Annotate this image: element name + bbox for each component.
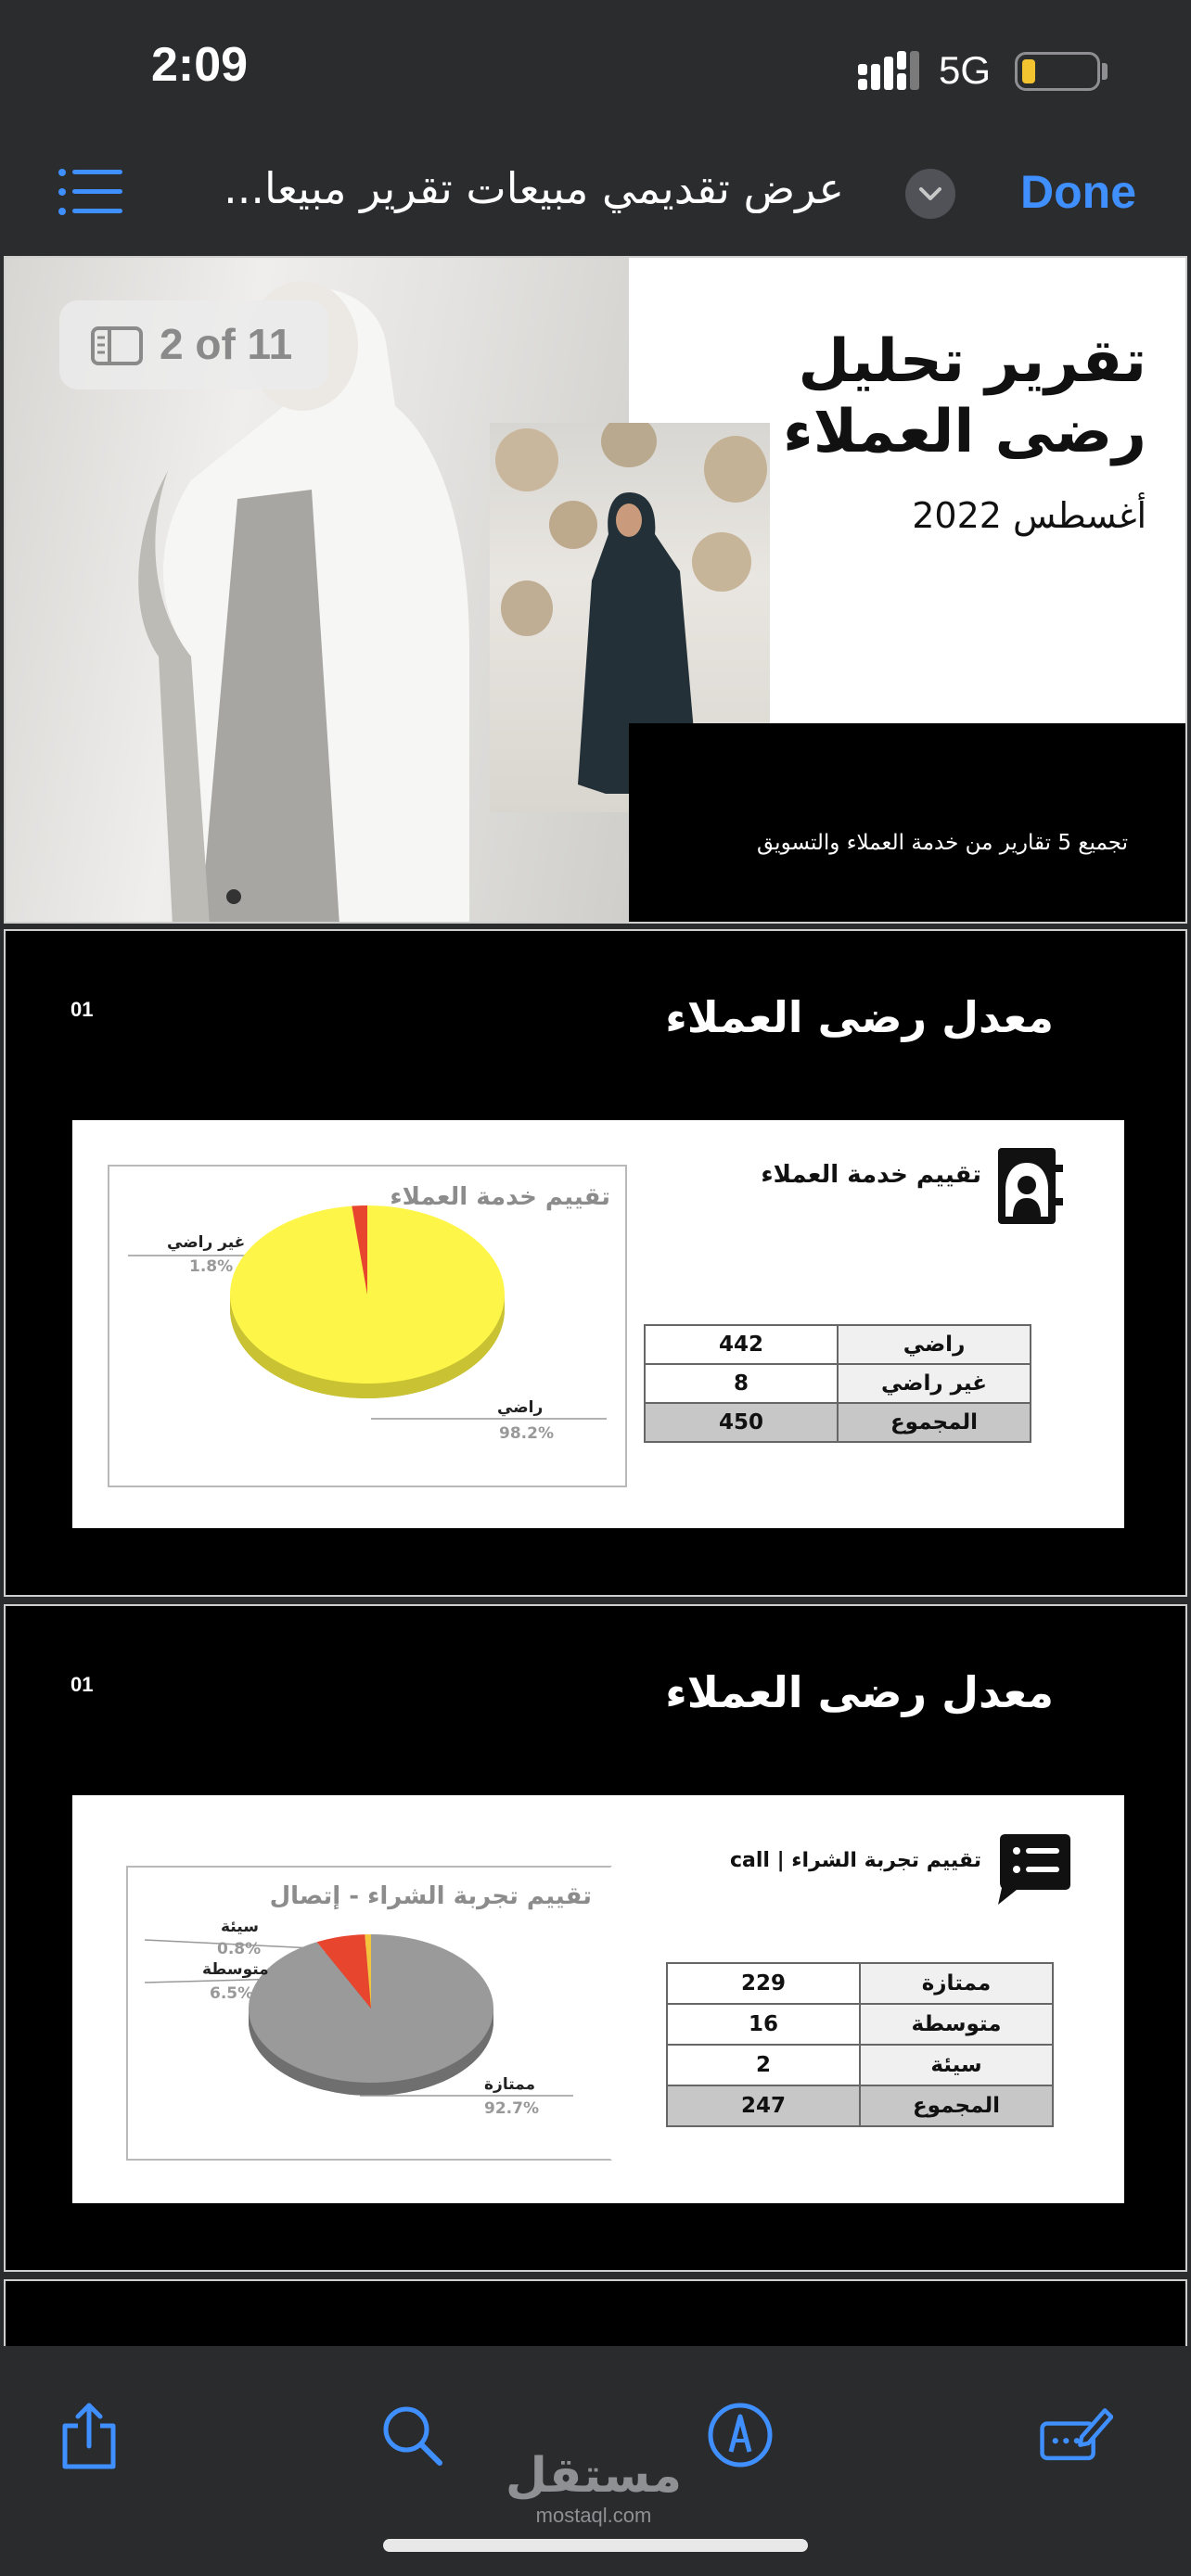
table-value: 16 — [667, 2004, 860, 2045]
table-key: المجموع — [838, 1403, 1031, 1442]
cover-note: تجميع 5 تقارير من خدمة العملاء والتسويق — [756, 831, 1128, 855]
cover-title: تقرير تحليل رضى العملاء — [782, 327, 1146, 466]
slide-number: 01 — [70, 1673, 94, 1696]
title-menu-button[interactable] — [905, 169, 955, 219]
markup-icon[interactable] — [703, 2398, 777, 2472]
slide-heading: معدل رضى العملاء — [665, 992, 1054, 1042]
cover-black-band — [629, 723, 1187, 924]
slide-number: 01 — [70, 998, 94, 1021]
share-icon[interactable] — [52, 2398, 126, 2472]
slide-heading: معدل رضى العملاء — [665, 1667, 1054, 1717]
table-row — [667, 2004, 1053, 2045]
table-row — [667, 1963, 1053, 2004]
status-time: 2:09 — [151, 38, 249, 92]
table-key: ممتازة — [860, 1963, 1053, 2004]
pct-medium: 6.5% — [210, 1984, 254, 2003]
slide-thumbnail-purchase-rating[interactable] — [4, 1604, 1187, 2272]
slide-thumbnail-service-rating[interactable] — [4, 929, 1187, 1597]
annotate-form-icon[interactable] — [1039, 2398, 1113, 2472]
table-key: راضي — [838, 1325, 1031, 1364]
battery-tip — [1102, 63, 1108, 80]
label-unsatisfied: غير راضي — [167, 1233, 246, 1252]
table-value: 450 — [645, 1403, 838, 1442]
label-excellent: ممتازة — [484, 2075, 536, 2094]
table-row-total — [667, 2085, 1053, 2126]
sidebar-icon — [91, 326, 143, 365]
table-value: 8 — [645, 1364, 838, 1403]
pct-satisfied: 98.2% — [499, 1424, 554, 1443]
content-panel — [72, 1795, 1124, 2203]
section-title: تقييم خدمة العملاء — [761, 1161, 981, 1189]
pie-chart-purchase — [126, 1866, 612, 2161]
table-value: 442 — [645, 1325, 838, 1364]
table-row — [645, 1325, 1031, 1364]
battery-icon — [1015, 52, 1100, 91]
home-indicator[interactable] — [383, 2539, 808, 2552]
pct-excellent: 92.7% — [484, 2099, 539, 2118]
pie-chart-svg — [128, 1868, 614, 2162]
search-icon[interactable] — [375, 2398, 449, 2472]
pct-unsatisfied: 1.8% — [189, 1257, 234, 1276]
watermark-arabic: مستقل — [505, 2448, 683, 2504]
watermark-latin: mostaql.com — [535, 2504, 652, 2527]
section-title: تقييم تجربة الشراء | call — [729, 1849, 981, 1872]
table-row — [645, 1364, 1031, 1403]
table-key: المجموع — [860, 2085, 1053, 2126]
chart-title: تقييم تجربة الشراء - إتصال — [269, 1882, 592, 1910]
table-key: متوسطة — [860, 2004, 1053, 2045]
table-value: 2 — [667, 2045, 860, 2085]
network-label: 5G — [939, 48, 992, 92]
pie-chart-service — [108, 1165, 627, 1487]
data-table — [666, 1962, 1054, 2127]
table-row — [667, 2045, 1053, 2085]
table-key: غير راضي — [838, 1364, 1031, 1403]
slide-thumbnail-cover[interactable] — [4, 256, 1187, 924]
table-value: 247 — [667, 2085, 860, 2126]
label-bad: سيئة — [221, 1918, 259, 1936]
cover-date: أغسطس 2022 — [912, 495, 1146, 536]
chat-bubble-icon — [996, 1832, 1072, 1906]
customer-service-icon — [996, 1146, 1065, 1226]
list-icon[interactable] — [58, 167, 122, 217]
cellular-signal-icon — [858, 51, 919, 90]
pct-bad: 0.8% — [217, 1940, 262, 1958]
label-medium: متوسطة — [202, 1960, 269, 1979]
watermark — [501, 2448, 686, 2528]
table-row-total — [645, 1403, 1031, 1442]
content-panel — [72, 1120, 1124, 1528]
data-table — [644, 1324, 1031, 1443]
page-indicator-text: 2 of 11 — [160, 320, 293, 368]
chart-title: تقييم خدمة العملاء — [390, 1183, 610, 1211]
done-button[interactable]: Done — [1020, 166, 1136, 218]
chevron-down-icon — [905, 169, 955, 219]
page-indicator — [59, 300, 328, 389]
label-satisfied: راضي — [497, 1398, 544, 1417]
table-value: 229 — [667, 1963, 860, 2004]
table-key: سيئة — [860, 2045, 1053, 2085]
document-title[interactable]: عرض تقديمي مبيعات تقرير مبيعا... — [224, 163, 844, 213]
